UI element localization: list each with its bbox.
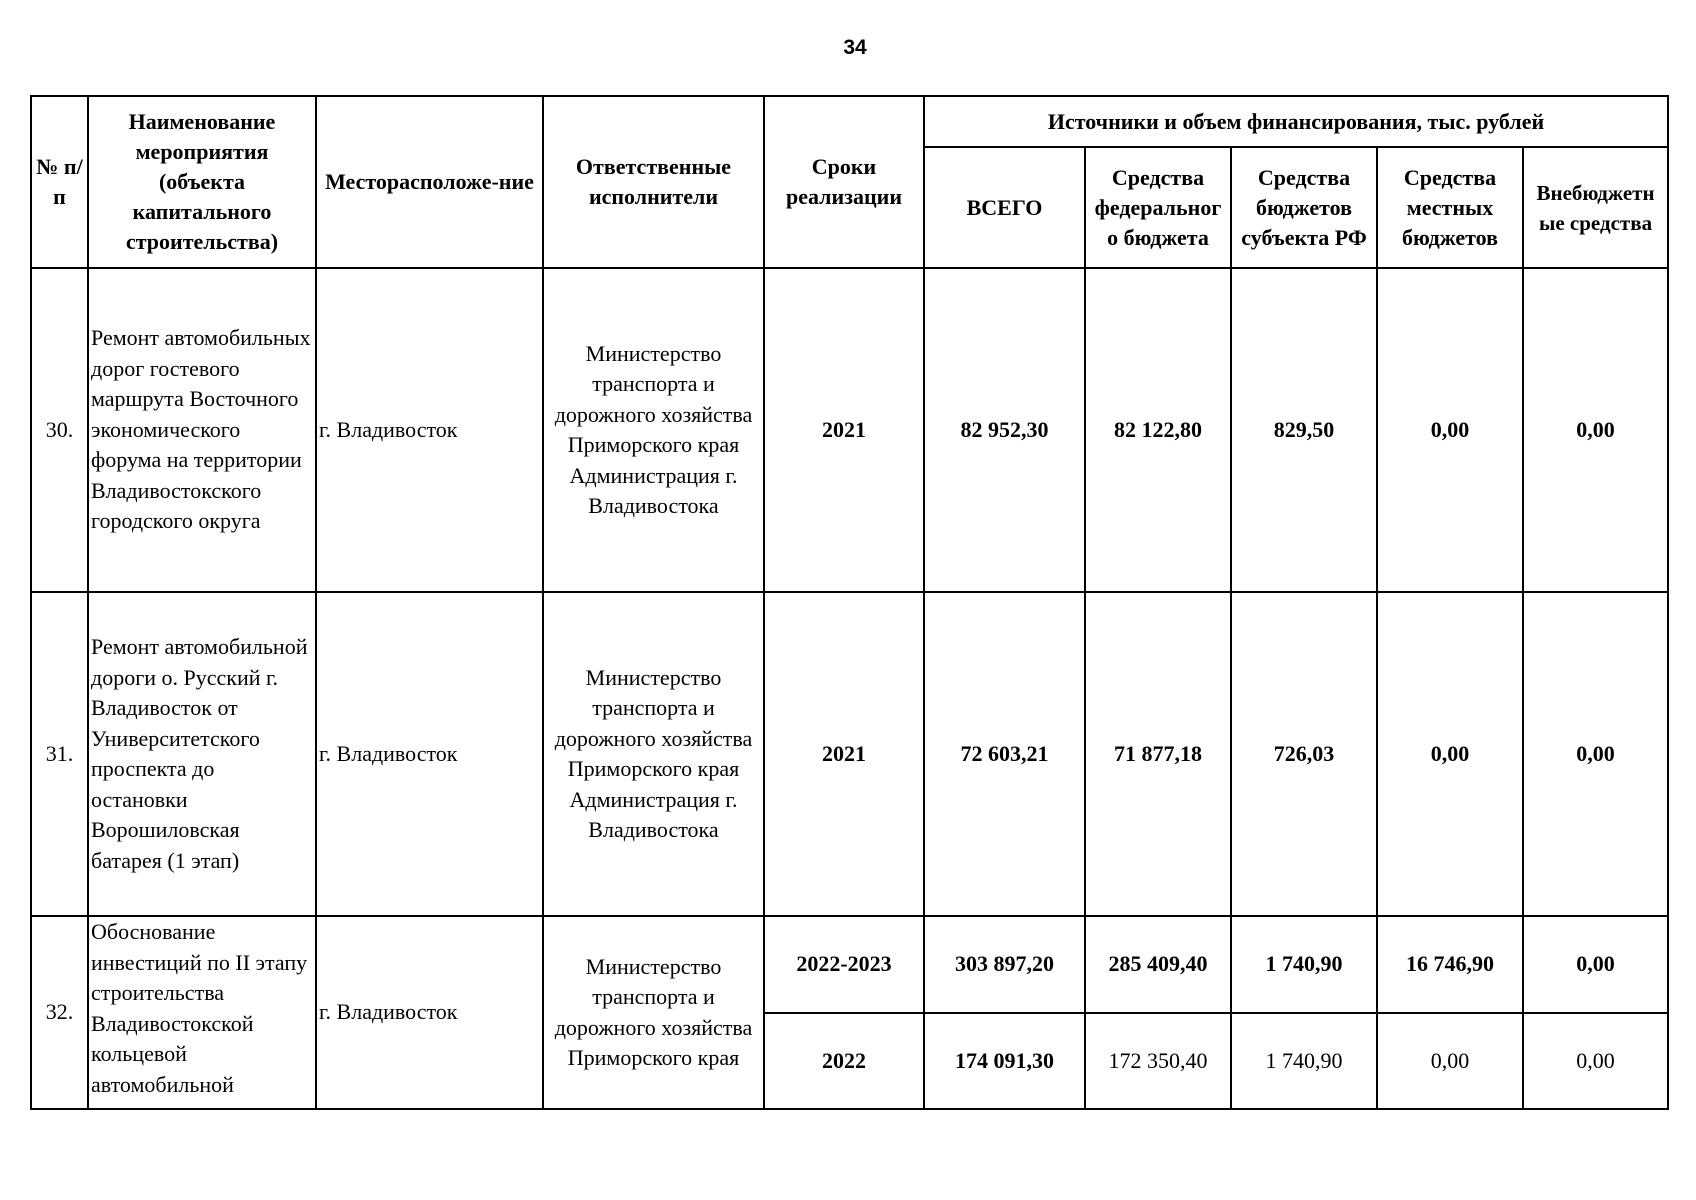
header-funding-group: Источники и объем финансирования, тыс. рублей [924,96,1668,147]
row-location: г. Владивосток [316,592,543,916]
row-local: 0,00 [1377,592,1523,916]
row-num: 31. [31,592,88,916]
header-federal: Средства федеральног о бюджета [1085,147,1231,268]
header-name: Наименование мероприятия (объекта капитального строительства) [88,96,316,268]
row-extra: 0,00 [1523,1013,1668,1109]
row-location: г. Владивосток [316,268,543,592]
header-regional: Средства бюджетов субъекта РФ [1231,147,1377,268]
row-terms: 2022 [764,1013,924,1109]
header-row-1 [31,96,1668,147]
row-terms: 2021 [764,268,924,592]
row-total: 174 091,30 [924,1013,1085,1109]
row-local: 16 746,90 [1377,916,1523,1013]
row-terms: 2021 [764,592,924,916]
row-responsible: Министерство транспорта и дорожного хозяйства Приморского края Администрация г. Владивостока [543,592,764,916]
row-federal: 285 409,40 [1085,916,1231,1013]
row-name: Обоснование инвестиций по II этапу строительства Владивостокской кольцевой автомобильной [88,916,316,1109]
row-responsible: Министерство транспорта и дорожного хозяйства Приморского края Администрация г. Владивостока [543,268,764,592]
header-extra: Внебюджетн ые средства [1523,147,1668,268]
row-regional: 1 740,90 [1231,916,1377,1013]
row-federal: 71 877,18 [1085,592,1231,916]
row-extra: 0,00 [1523,592,1668,916]
row-responsible: Министерство транспорта и дорожного хозяйства Приморского края [543,916,764,1109]
header-terms: Сроки реализации [764,96,924,268]
page-number: 34 [843,36,867,59]
row-regional: 726,03 [1231,592,1377,916]
row-local: 0,00 [1377,1013,1523,1109]
row-num: 32. [31,916,88,1109]
header-total: ВСЕГО [924,147,1085,268]
row-extra: 0,00 [1523,916,1668,1013]
table-row [31,268,1668,592]
row-location: г. Владивосток [316,916,543,1109]
row-regional: 829,50 [1231,268,1377,592]
row-regional: 1 740,90 [1231,1013,1377,1109]
header-location: Месторасположе-ние [316,96,543,268]
row-total: 82 952,30 [924,268,1085,592]
row-federal: 82 122,80 [1085,268,1231,592]
funding-table [30,95,1669,1110]
row-total: 303 897,20 [924,916,1085,1013]
header-responsible: Ответственные исполнители [543,96,764,268]
header-num: № п/п [31,96,88,268]
row-federal: 172 350,40 [1085,1013,1231,1109]
row-total: 72 603,21 [924,592,1085,916]
row-terms: 2022-2023 [764,916,924,1013]
table-row [31,916,1668,1013]
row-local: 0,00 [1377,268,1523,592]
table-row [31,592,1668,916]
row-extra: 0,00 [1523,268,1668,592]
row-num: 30. [31,268,88,592]
row-name: Ремонт автомобильных дорог гостевого маршрута Восточного экономического форума на территории Владивостокского городского округа [88,268,316,592]
header-local: Средства местных бюджетов [1377,147,1523,268]
row-name: Ремонт автомобильной дороги о. Русский г. Владивосток от Университетского проспекта до остановки Ворошиловская батарея (1 этап) [88,592,316,916]
